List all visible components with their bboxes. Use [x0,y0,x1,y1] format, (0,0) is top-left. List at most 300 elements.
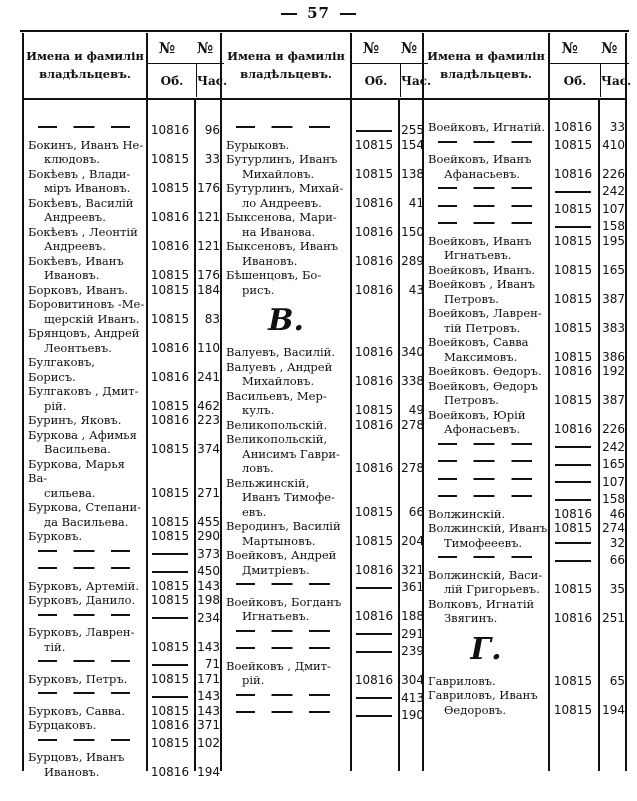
owner-name [24,593,146,608]
chas-number: 374 [197,442,220,456]
table-row [222,181,426,210]
ob-number: 10816 [354,224,394,239]
owner-name-line: Воейковъ, Юрій [428,407,526,422]
row-spacer [222,100,426,120]
owner-name [24,529,146,544]
ditto-mark [38,739,130,741]
number-sign-row [148,33,224,64]
chas-number: 107 [602,201,625,216]
table-row [24,384,222,413]
owner-name-line: щерскій Иванъ. [44,311,140,326]
ob-number: 10815 [150,529,190,543]
ditto-mark [236,711,333,713]
ditto-dash [356,130,392,132]
owner-name [222,705,350,723]
owner-name-line: Бокѣевъ, Василій [28,195,134,210]
table-row [24,457,222,501]
table-row [222,210,426,239]
ob-number: 10815 [553,201,593,216]
ob-number: 10816 [553,506,593,521]
ditto-row [222,624,426,642]
owner-name [24,355,146,384]
table-row [24,196,222,225]
chas-number: 65 [609,673,625,688]
ditto-mark [38,692,130,694]
chas-number: 278 [401,461,424,475]
table-column [422,33,632,771]
owner-name-line: Воейковъ, Иванъ [428,152,532,166]
ob-number: 10815 [150,268,190,282]
ditto-dash [152,617,188,619]
table-row [424,674,627,689]
owner-name-line: Бѣшенцовъ, Бо- [226,268,322,282]
chas-number: 143 [197,689,220,703]
owner-name-line: Бурцовъ, Иванъ [28,750,125,764]
chas-number: 192 [602,364,625,378]
ditto-mark [38,567,130,569]
chas-number: 150 [401,224,424,239]
ditto-row [424,437,627,455]
chas-number: 188 [401,609,424,623]
owner-name-line: Васильева. [44,442,111,456]
chas-number: 195 [602,233,625,248]
table-row [424,120,627,135]
owner-name-line: Дмитріевъ. [242,562,310,577]
ob-number: 10815 [150,282,190,297]
owner-name-line: Бурковъ, Лаврен- [28,625,135,639]
owner-name-line: Боровитиновъ -Ме- [28,297,145,311]
chas-number: 107 [602,474,625,489]
ob-number: 10816 [150,340,190,355]
ob-number: 10815 [553,291,593,306]
ob-number: 10815 [553,393,593,407]
ditto-mark [438,556,532,558]
owner-name-line: Гавриловъ. [428,673,496,688]
owner-name-line: Петровъ. [444,291,499,306]
chas-number: 165 [602,457,625,471]
owner-name [24,704,146,719]
ob-number: 10815 [553,521,593,535]
ob-number [548,475,598,490]
owner-name [424,472,548,490]
owner-name-line: тій Петровъ. [444,320,521,335]
ob-number: 10816 [150,764,190,779]
chas-number: 143 [197,578,220,593]
owner-name-line: ло Андреевъ. [242,195,322,210]
table-row [24,704,222,719]
ditto-dash [555,560,591,562]
chas-number: 171 [197,671,220,686]
ditto-mark [236,647,333,649]
table-row [424,263,627,278]
ob-number: 10816 [553,422,593,436]
chas-number: 371 [197,718,220,732]
owner-name-line: Великопольскій, [226,432,328,446]
ditto-dash [152,696,188,698]
owner-name-line: Бурковъ. [28,529,83,543]
ob-number: 10815 [150,398,190,413]
owner-name [424,550,548,568]
owner-name [424,379,548,408]
ob-number: 10816 [354,195,394,210]
chas-number: 35 [609,582,625,596]
owner-name-line: Брянцовъ, Андрей [28,326,140,340]
ditto-mark [438,141,532,143]
names-header-line: владѣльцевъ. [240,66,332,81]
owner-name [424,489,548,507]
owner-name [424,507,548,522]
owner-name [222,577,350,595]
owner-name-line: Воейковъ, Игнатій. [428,120,545,134]
table-row [424,536,627,551]
chas-number: 455 [197,514,220,529]
ob-number: 10815 [553,137,593,152]
table-row [222,389,426,418]
chas-number: 184 [197,282,220,297]
ob-number: 10816 [354,374,394,388]
owner-name-line: Буркова , Афимья [28,427,137,442]
chas-number: 251 [602,611,625,625]
chas-number: 110 [197,340,220,355]
ditto-dash [152,553,188,555]
ditto-row [24,686,222,704]
ditto-row [424,472,627,490]
owner-name [24,750,146,779]
owner-name [24,579,146,594]
owner-name [424,408,548,437]
ditto-dash [555,464,591,466]
owner-name [424,568,548,597]
ob-number: 10816 [553,611,593,625]
table-row [24,579,222,594]
ob-number: 10815 [150,181,190,195]
ditto-mark [438,478,532,480]
table-column [22,33,228,779]
chas-number: 338 [401,374,424,388]
owner-name [222,389,350,418]
owner-name-line: Волжинскій, Васи- [428,567,543,582]
chas-number: 274 [602,521,625,535]
ditto-row [424,489,627,507]
chas-number: 271 [197,485,220,500]
owner-name-line: Волковъ, Игнатій [428,596,535,611]
chas-number: 33 [204,152,220,166]
chas-number: 176 [197,181,220,195]
ditto-row [222,705,426,723]
ditto-dash [555,191,591,193]
owner-name [24,120,146,138]
owner-name [424,263,548,278]
ob-number: 10815 [553,582,593,596]
table-row [222,138,426,153]
table-row [24,529,222,544]
owner-name-line: Бурковъ, Данило. [28,593,136,607]
ob-number [350,627,398,642]
table-row [24,355,222,384]
ob-number: 10816 [354,253,394,268]
owner-name-line: Михайловъ. [242,166,315,181]
ob-number [548,457,598,472]
owner-name-line: Булгаковъ, Борисъ. [28,355,95,384]
owner-name [424,688,548,717]
owner-name-line: Бурковъ, Артемій. [28,578,139,593]
owner-name-line: Воейковъ, Иванъ. [428,262,536,277]
owner-name-line: евъ. [242,504,267,519]
ob-number: 10816 [150,413,190,427]
table-row [24,326,222,355]
table-row [24,428,222,457]
owner-name-line: лій Григорьевъ. [444,582,540,596]
table-row [24,225,222,254]
ditto-dash [555,499,591,501]
names-header-text [227,48,345,83]
subheader-row [550,64,632,97]
table-row [24,625,222,654]
chas-number: 143 [197,703,220,718]
owner-name-line: Вельжинскій, [226,475,310,490]
chas-number: 278 [401,417,424,432]
owner-name [24,297,146,326]
owner-name-line: Валуевъ , Андрей [226,359,333,374]
ob-number [146,611,194,626]
table-row [24,718,222,733]
ditto-mark [38,126,130,128]
ob-number [146,689,194,704]
chas-number: 190 [401,708,424,722]
chas-number: 373 [197,546,220,561]
column-body [222,100,426,771]
names-header-line: Имена и фамилін [227,49,345,64]
ditto-row [424,181,627,199]
ob-number: 10815 [150,735,190,750]
chas-number: 96 [204,123,220,137]
owner-name-line: Воейковъ , Иванъ [428,277,536,291]
owner-name-line: Быксеновъ, Иванъ [226,239,339,253]
owner-name [424,199,548,217]
table-row [222,548,426,577]
dash-right [340,13,356,15]
owner-name [24,283,146,298]
owner-name-line: Петровъ. [444,393,499,407]
owner-name-line: Афонасьевъ. [444,422,521,436]
ob-number [146,564,194,579]
chas-number: 386 [602,349,625,364]
names-header-line: владѣльцевъ. [440,66,532,81]
ditto-mark [438,495,532,497]
owner-name [424,364,548,379]
column-header [24,33,228,100]
names-header [222,33,350,98]
chas-number: 121 [197,239,220,253]
owner-name-line: Воейковъ, Иванъ [428,233,532,248]
number-sign: № [158,39,176,57]
owner-name [24,608,146,626]
owner-name-line: кулъ. [242,403,275,417]
number-header [350,33,432,98]
owner-name-line: Веродинъ, Василій [226,519,341,533]
ob-number: 10816 [354,345,394,359]
owner-name [222,624,350,642]
ob-number: 10815 [354,403,394,417]
chas-number: 41 [408,195,424,210]
number-sign: № [362,39,380,57]
owner-name [24,544,146,562]
chas-number: 361 [401,580,424,594]
owner-name-line: Бокинъ, Иванъ Не- [28,137,144,152]
owner-name [222,210,350,239]
owner-name [424,234,548,263]
table-row [24,500,222,529]
chas-number: 462 [197,398,220,413]
rows [222,100,426,723]
owner-name-line: Ивановъ. [242,253,298,268]
names-header-line: Имена и фамилін [26,49,144,64]
owner-name-line: да Васильева. [44,514,129,529]
owner-name-line: Воейковъ , Дмит- [226,658,331,673]
table-row [24,167,222,196]
ob-number: 10816 [150,369,190,384]
owner-name-line: Бокѣевъ, Иванъ [28,253,124,268]
ob-number: 10816 [553,166,593,181]
owner-name [424,120,548,135]
owner-name-line: Мартыновъ. [242,533,316,548]
owner-name [424,335,548,364]
table-row [222,659,426,688]
chas-header: Час. [196,64,227,97]
ditto-row [424,216,627,234]
owner-name-line: Буркова, Марья Ва- [28,456,125,485]
owner-name-line: Воейковъ, Савва [428,335,529,349]
owner-name-line: рій. [242,673,265,687]
names-header [24,33,146,98]
ob-number: 10815 [150,593,190,607]
ditto-dash [356,651,392,653]
number-sign: № [561,39,578,57]
section-letter: В. [268,303,304,338]
ditto-row [24,733,222,751]
ditto-dash [356,697,392,699]
chas-number: 165 [602,262,625,277]
table-row [222,418,426,433]
ditto-mark [438,460,532,462]
ob-number: 10815 [553,702,593,717]
ob-number [548,553,598,568]
chas-number: 226 [602,422,625,436]
table-row [24,750,222,779]
owner-name-line: Воейковъ, Лаврен- [428,306,542,320]
ditto-mark [38,614,130,616]
owner-name-line: Игнатьевъ. [242,609,310,623]
owner-name [424,597,548,626]
chas-number: 304 [401,673,424,687]
table-row [424,152,627,181]
ditto-row [424,135,627,153]
owner-name [424,674,548,689]
subheader-row [148,64,228,97]
owner-name [24,413,146,428]
row-spacer [424,100,627,120]
chas-number: 340 [401,345,424,359]
number-header [146,33,228,98]
ditto-row [424,199,627,217]
chas-number: 242 [602,439,625,454]
owner-name [24,672,146,687]
owner-name [424,277,548,306]
owner-name [24,457,146,501]
owner-name [24,225,146,254]
chas-number: 66 [609,553,625,567]
owner-name-line: Бокѣевъ , Леонтій [28,224,138,239]
owner-name-line: Игнатьевъ. [444,248,512,262]
table-row [222,432,426,476]
column-body [424,100,627,771]
table-row [222,239,426,268]
owner-name-line: Бутурлинъ, Михай- [226,181,344,195]
table-row [222,519,426,548]
chas-number: 49 [408,403,424,417]
owner-name [222,345,350,360]
table-row [424,568,627,597]
owner-name-line: Иванъ Тимофе- [242,490,335,504]
owner-name-line: Волжинскій. [428,506,506,521]
ob-number: 10816 [150,123,190,137]
ob-number [350,644,398,659]
ob-number [350,580,398,595]
owner-name-line: Михайловъ. [242,374,315,388]
table-row [424,521,627,536]
chas-number: 226 [602,166,625,181]
owner-name-line: Звягинъ. [444,611,498,625]
number-sign: № [601,39,618,57]
chas-number: 71 [204,657,220,671]
number-sign-row [550,33,629,64]
ob-number: 10815 [150,442,190,456]
ditto-dash [555,226,591,228]
column-header [222,33,432,100]
column-body [24,100,222,779]
ditto-row [424,454,627,472]
owner-name-line: рій. [44,398,67,413]
owner-name-line: Афанасьевъ. [444,166,521,181]
table-row [222,152,426,181]
chas-number: 66 [408,504,424,519]
section-letter: Г. [470,631,502,667]
ob-number: 10816 [150,239,190,253]
owner-name [424,437,548,455]
column-header [424,33,632,100]
owner-name [24,138,146,167]
ditto-row [222,641,426,659]
chas-number: 387 [602,393,625,407]
ob-number: 10815 [150,311,190,326]
owner-name-line: Воейковъ, Богданъ [226,594,342,609]
table-column [220,33,432,771]
ob-number [548,184,598,199]
rows [24,100,222,779]
ob-number: 10815 [150,671,190,686]
table-row [424,597,627,626]
chas-number: 413 [401,690,424,705]
chas-number: 289 [401,253,424,268]
ditto-mark [438,205,532,207]
chas-number: 223 [197,413,220,427]
chas-number: 290 [197,529,220,543]
chas-number: 291 [401,626,424,641]
owner-name [24,625,146,654]
ob-number [548,440,598,455]
table-row [424,234,627,263]
chas-number: 450 [197,564,220,578]
